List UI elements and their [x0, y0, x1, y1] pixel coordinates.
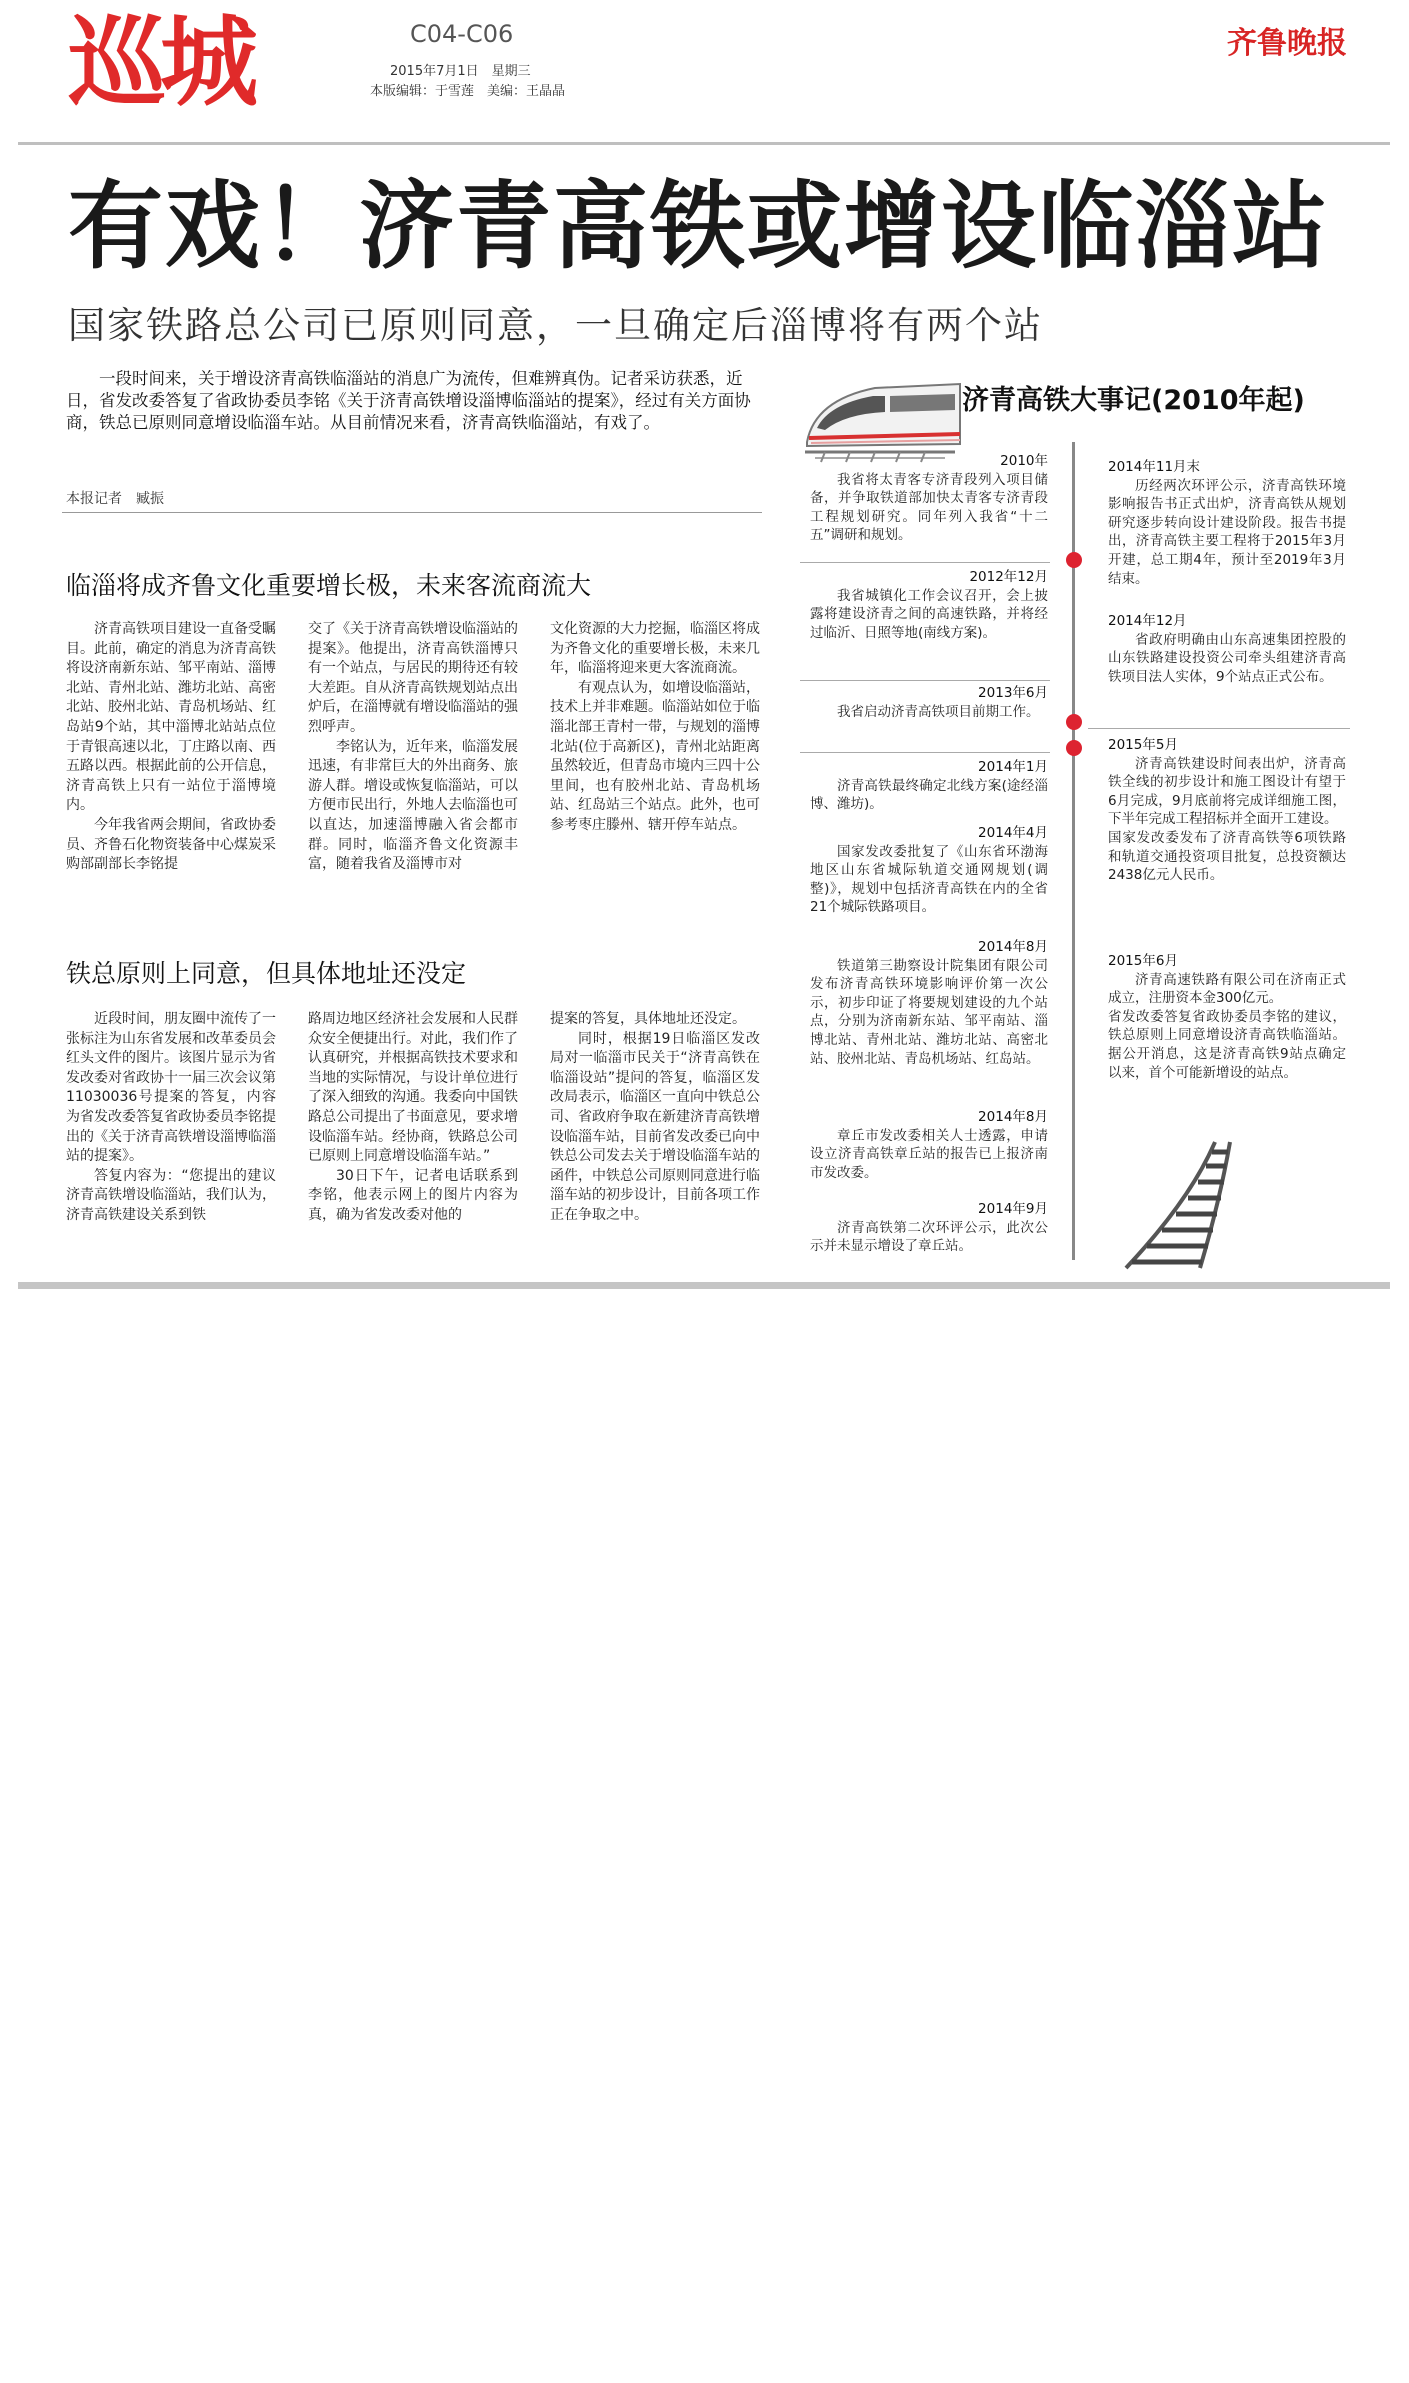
paragraph: 文化资源的大力挖掘，临淄区将成为齐鲁文化的重要增长极，未来几年，临淄将迎来更大客流商流。 [550, 621, 760, 677]
section1-heading: 临淄将成齐鲁文化重要增长极，未来客流商流大 [66, 571, 592, 600]
section1-column-1 [66, 620, 276, 875]
paragraph: 提案的答复，具体地址还没定。 [550, 1011, 746, 1027]
timeline-text: 我省启动济青高铁项目前期工作。 [837, 703, 1040, 720]
timeline-entry [810, 1108, 1048, 1182]
section2-column-2 [308, 1010, 518, 1226]
timeline-text: 历经两次环评公示，济青高铁环境影响报告书正式出炉，济青高铁从规划研究逐步转向设计建设阶段。报告书提出，济青高铁主要工程将于2015年3月开建，总工期4年，预计至2019年3月结束。 [1108, 477, 1346, 587]
newspaper-brand: 齐鲁晚报 [1227, 26, 1347, 61]
paragraph: 李铭认为，近年来，临淄发展迅速，有非常巨大的外出商务、旅游人群。增设或恢复临淄站，可以方便市民出行，外地人去临淄也可以直达，加速淄博融入省会都市群。同时，临淄齐鲁文化资源丰富，随着我省及淄博市对 [308, 738, 518, 873]
paragraph: 济青高铁项目建设一直备受瞩目。此前，确定的消息为济青高铁将设济南新东站、邹平南站、淄博北站、青州北站、潍坊北站、高密北站、胶州北站、青岛机场站、红岛站9个站，其中淄博北站站点位于青银高速以北，丁庄路以南、西五路以西。根据此前的公开信息，济青高铁上只有一站位于淄博境内。 [66, 621, 276, 814]
timeline-entry [810, 824, 1048, 917]
timeline-date: 2012年12月 [969, 569, 1048, 585]
timeline-entry [810, 758, 1048, 814]
article-headline: 有戏！济青高铁或增设临淄站 [68, 172, 1330, 282]
section2-heading: 铁总原则上同意，但具体地址还没定 [66, 959, 467, 988]
timeline-text: 济青高速铁路有限公司在济南正式成立，注册资本金300亿元。 省发改委答复省政协委员李铭的建议，铁总原则上同意增设济青高铁临淄站。据公开消息，这是济青高铁9站点确定以来，首个可能新增设的站点。 [1108, 971, 1346, 1081]
paragraph: 有观点认为，如增设临淄站，技术上并非难题。临淄站如位于临淄北部王青村一带，与规划的淄博北站(位于高新区)，青州北站距离虽然较近，但青岛市境内三四十公里间，也有胶州北站、青岛机场站、红岛站三个站点。此外，也可参考枣庄滕州、辖开停车站点。 [550, 679, 760, 833]
timeline-entry [810, 568, 1048, 642]
paragraph: 近段时间，朋友圈中流传了一张标注为山东省发展和改革委员会红头文件的图片。该图片显示为省发改委对省政协十一届三次会议第11030036号提案的答复，内容为省发改委答复省政协委员李铭提出的《关于济青高铁增设淄博临淄站的提案》。 [66, 1011, 276, 1165]
paragraph: 今年我省两会期间，省政协委员、齐鲁石化物资装备中心煤炭采购部副部长李铭提 [66, 816, 276, 873]
timeline-separator [800, 752, 1050, 753]
timeline-dot [1066, 740, 1082, 756]
railway-track-illustration [1120, 1140, 1270, 1270]
timeline-entry [810, 938, 1048, 1068]
paragraph: 30日下午，记者电话联系到李铭，他表示网上的图片内容为真，确为省发改委对他的 [308, 1167, 518, 1223]
timeline-entry [1108, 952, 1346, 1082]
timeline-date: 2014年9月 [978, 1201, 1048, 1217]
timeline-text: 济青高铁第二次环评公示，此次公示并未显示增设了章丘站。 [810, 1219, 1048, 1255]
timeline-date: 2013年6月 [978, 685, 1048, 701]
section2-column-3 [550, 1010, 760, 1226]
timeline-title: 济青高铁大事记(2010年起) [962, 385, 1305, 416]
timeline-date: 2014年8月 [978, 939, 1048, 955]
dateline: 2015年7月1日 星期三 [390, 64, 531, 79]
timeline-entry [1108, 458, 1346, 588]
timeline-separator [1088, 728, 1350, 729]
editors-credit: 本版编辑：于雪莲 美编：王晶晶 [370, 84, 566, 99]
paragraph: 交了《关于济青高铁增设临淄站的提案》。他提出，济青高铁淄博只有一个站点，与居民的期待还有较大差距。自从济青高铁规划站点出炉后，在淄博就有增设临淄站的强烈呼声。 [308, 621, 518, 735]
timeline-date: 2014年1月 [978, 759, 1048, 775]
timeline-entry [810, 684, 1048, 721]
timeline-date: 2010年 [1000, 453, 1048, 469]
section1-column-2 [308, 620, 518, 875]
article-subhead: 国家铁路总公司已原则同意，一旦确定后淄博将有两个站 [68, 304, 1043, 347]
timeline-date: 2014年12月 [1108, 613, 1187, 629]
section-logo: 巡城 [68, 6, 253, 120]
timeline-entry [1108, 736, 1346, 885]
bottom-divider [18, 1282, 1390, 1289]
edition-pages: C04-C06 [410, 20, 514, 48]
section1-column-3 [550, 620, 760, 836]
timeline-text: 省政府明确由山东高速集团控股的山东铁路建设投资公司牵头组建济青高铁项目法人实体，9个站点正式公布。 [1108, 631, 1346, 685]
timeline-separator [800, 680, 1050, 681]
timeline-text: 我省城镇化工作会议召开，会上披露将建设济青之间的高速铁路，并将经过临沂、日照等地(南线方案)。 [810, 587, 1048, 641]
timeline-separator [800, 562, 1050, 563]
timeline-text: 济青高铁最终确定北线方案(途经淄博、潍坊)。 [810, 777, 1048, 813]
timeline-entry [810, 452, 1048, 545]
timeline-date: 2014年11月末 [1108, 459, 1201, 475]
byline-divider [62, 512, 762, 513]
byline: 本报记者 臧振 [66, 491, 164, 507]
timeline-entry [810, 1200, 1048, 1256]
timeline-date: 2014年4月 [978, 825, 1048, 841]
paragraph: 同时，根据19日临淄区发改局对一临淄市民关于“济青高铁在临淄设站”提问的答复，临淄区发改局表示，临淄区一直向中铁总公司、省政府争取在新建济青高铁增设临淄车站，目前省发改委已向中铁总公司发去关于增设临淄车站的函件，中铁总公司原则同意进行临淄车站的初步设计，目前各项工作正在争取之中。 [550, 1030, 760, 1223]
timeline-dot [1066, 552, 1082, 568]
timeline-text: 铁道第三勘察设计院集团有限公司发布济青高铁环境影响评价第一次公示，初步印证了将要规划建设的九个站点，分别为济南新东站、邹平南站、淄博北站、青州北站、潍坊北站、高密北站、胶州北站、青岛机场站、红岛站。 [810, 957, 1048, 1067]
timeline-text: 济青高铁建设时间表出炉，济青高铁全线的初步设计和施工图设计有望于6月完成，9月底前将完成详细施工图，下半年完成工程招标并全面开工建设。 国家发改委发布了济青高铁等6项铁路和轨道交通投资项目批复，总投资额达2438亿元人民币。 [1108, 755, 1346, 884]
masthead-divider [18, 142, 1390, 145]
paragraph: 答复内容为：“您提出的建议济青高铁增设临淄站，我们认为，济青高铁建设关系到铁 [66, 1167, 276, 1223]
timeline-date: 2015年5月 [1108, 737, 1178, 753]
timeline-date: 2014年8月 [978, 1109, 1048, 1125]
timeline-text: 我省将太青客专济青段列入项目储备，并争取铁道部加快太青客专济青段工程规划研究。同年列入我省“十二五”调研和规划。 [810, 471, 1048, 544]
article-lead: 一段时间来，关于增设济青高铁临淄站的消息广为流传，但难辨真伪。记者采访获悉，近日，省发改委答复了省政协委员李铭《关于济青高铁增设淄博临淄站的提案》，经过有关方面协商，铁总已原则同意增设临淄车站。从目前情况来看，济青高铁临淄站，有戏了。 [66, 369, 751, 432]
timeline-date: 2015年6月 [1108, 953, 1178, 969]
timeline-text: 国家发改委批复了《山东省环渤海地区山东省城际轨道交通网规划(调整)》，规划中包括济青高铁在内的全省21个城际铁路项目。 [810, 843, 1048, 916]
timeline-text: 章丘市发改委相关人士透露，申请设立济青高铁章丘站的报告已上报济南市发改委。 [810, 1127, 1048, 1181]
section2-column-1 [66, 1010, 276, 1226]
timeline-entry [1108, 612, 1346, 686]
paragraph: 路周边地区经济社会发展和人民群众安全便捷出行。对此，我们作了认真研究，并根据高铁技术要求和当地的实际情况，与设计单位进行了深入细致的沟通。我委向中国铁路总公司提出了书面意见，要求增设临淄车站。经协商，铁路总公司已原则上同意增设临淄车站。” [308, 1011, 518, 1165]
timeline-dot [1066, 714, 1082, 730]
